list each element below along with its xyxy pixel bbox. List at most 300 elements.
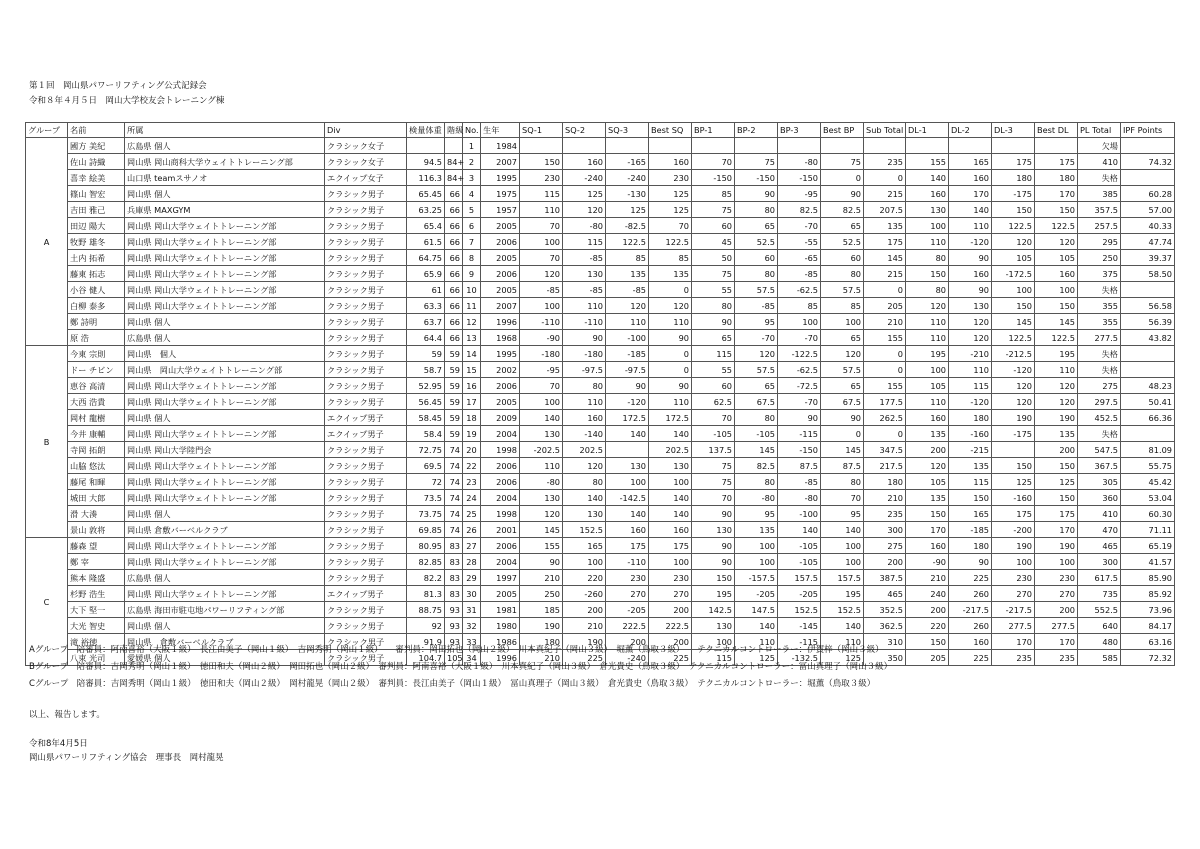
table-row bbox=[26, 186, 1175, 202]
table-cell: クラシック男子 bbox=[325, 474, 407, 490]
column-header: PL Total bbox=[1078, 123, 1121, 138]
table-cell: 93 bbox=[445, 634, 463, 650]
table-cell: クラシック男子 bbox=[325, 202, 407, 218]
table-cell: 65 bbox=[735, 378, 778, 394]
table-cell: 585 bbox=[1078, 650, 1121, 666]
column-header: Best BP bbox=[821, 123, 864, 138]
table-row bbox=[26, 138, 1175, 154]
table-cell: 61 bbox=[407, 282, 445, 298]
table-cell: -165 bbox=[606, 154, 649, 170]
table-cell: 305 bbox=[1078, 474, 1121, 490]
lifter-name: 吉田 雅己 bbox=[68, 202, 125, 218]
table-cell: クラシック男子 bbox=[325, 394, 407, 410]
table-cell: 2 bbox=[463, 154, 481, 170]
table-cell: 100 bbox=[520, 394, 563, 410]
table-cell: 110 bbox=[563, 394, 606, 410]
table-cell: 277.5 bbox=[1078, 330, 1121, 346]
table-cell: 120 bbox=[563, 458, 606, 474]
table-cell: 63.7 bbox=[407, 314, 445, 330]
table-cell: 120 bbox=[1035, 378, 1078, 394]
column-header: Best SQ bbox=[649, 123, 692, 138]
table-cell: 90 bbox=[520, 554, 563, 570]
lifter-name: 牧野 雄冬 bbox=[68, 234, 125, 250]
table-cell: 90 bbox=[649, 378, 692, 394]
table-cell: 230 bbox=[1035, 570, 1078, 586]
table-cell: 63.25 bbox=[407, 202, 445, 218]
table-cell: 150 bbox=[992, 202, 1035, 218]
table-cell: 220 bbox=[906, 618, 949, 634]
lifter-name: 原 浩 bbox=[68, 330, 125, 346]
table-cell: -85 bbox=[778, 474, 821, 490]
table-cell: -185 bbox=[606, 346, 649, 362]
column-header: Best DL bbox=[1035, 123, 1078, 138]
table-cell: 465 bbox=[1078, 538, 1121, 554]
officials-group-a: Aグループ 陪審員：阿南喜裕（大阪１級） 長江由美子（岡山１級） 吉岡秀明（岡山１級） 審判員：岡田拓也（岡山２級） 川本真紀子（岡山３級） 堀薫（鳥取３級） テクニカルコントローラー：伊賀梓（岡山３級） bbox=[29, 645, 884, 655]
table-cell: 120 bbox=[992, 234, 1035, 250]
table-cell: -70 bbox=[778, 218, 821, 234]
table-cell: 3 bbox=[463, 170, 481, 186]
table-cell: -110 bbox=[606, 554, 649, 570]
table-cell: -70 bbox=[778, 394, 821, 410]
table-cell: 277.5 bbox=[992, 618, 1035, 634]
table-cell: 57.5 bbox=[821, 282, 864, 298]
affiliation: 岡山県 個人 bbox=[125, 618, 325, 634]
table-cell: -120 bbox=[992, 362, 1035, 378]
table-cell: 0 bbox=[864, 170, 906, 186]
table-cell: 122.5 bbox=[992, 330, 1035, 346]
table-cell: 100 bbox=[1035, 282, 1078, 298]
table-cell: 115 bbox=[692, 650, 735, 666]
table-cell: 200 bbox=[563, 602, 606, 618]
table-cell: 1968 bbox=[481, 330, 520, 346]
table-cell: クラシック男子 bbox=[325, 218, 407, 234]
table-cell: -142.5 bbox=[606, 490, 649, 506]
table-cell: -105 bbox=[692, 426, 735, 442]
affiliation: 広島県 個人 bbox=[125, 330, 325, 346]
table-cell: 63.16 bbox=[1121, 634, 1175, 650]
table-cell: 300 bbox=[1078, 554, 1121, 570]
table-cell: 83 bbox=[445, 554, 463, 570]
table-row bbox=[26, 314, 1175, 330]
table-cell: 110 bbox=[649, 314, 692, 330]
table-cell: 83 bbox=[445, 538, 463, 554]
table-cell: 110 bbox=[520, 458, 563, 474]
table-cell: -122.5 bbox=[778, 346, 821, 362]
table-row bbox=[26, 522, 1175, 538]
table-cell: 29 bbox=[463, 570, 481, 586]
table-cell: 100 bbox=[906, 218, 949, 234]
table-cell: 81.09 bbox=[1121, 442, 1175, 458]
table-cell: 100 bbox=[649, 474, 692, 490]
table-cell: 100 bbox=[1035, 554, 1078, 570]
table-cell: -80 bbox=[778, 154, 821, 170]
table-cell: 195 bbox=[692, 586, 735, 602]
affiliation: 愛媛県 個人 bbox=[125, 650, 325, 666]
table-cell: 120 bbox=[649, 298, 692, 314]
table-cell: 617.5 bbox=[1078, 570, 1121, 586]
table-cell bbox=[1121, 138, 1175, 154]
table-cell: 60 bbox=[735, 250, 778, 266]
table-cell: 66 bbox=[445, 266, 463, 282]
table-cell: 88.75 bbox=[407, 602, 445, 618]
table-cell: 175 bbox=[606, 538, 649, 554]
table-cell: 2005 bbox=[481, 250, 520, 266]
column-header: SQ-2 bbox=[563, 123, 606, 138]
table-cell: 2004 bbox=[481, 490, 520, 506]
table-row bbox=[26, 554, 1175, 570]
table-cell: 122.5 bbox=[649, 234, 692, 250]
table-cell: 140 bbox=[563, 490, 606, 506]
table-cell: 90 bbox=[735, 186, 778, 202]
table-cell: 95 bbox=[735, 506, 778, 522]
table-cell: 65 bbox=[735, 218, 778, 234]
table-cell: 65.9 bbox=[407, 266, 445, 282]
column-header: 生年 bbox=[481, 123, 520, 138]
affiliation: 岡山県 岡山商科大学ウェイトトレーニング部 bbox=[125, 154, 325, 170]
affiliation: 広島県 海田市駐屯地パワーリフティング部 bbox=[125, 602, 325, 618]
table-cell: 2005 bbox=[481, 282, 520, 298]
table-cell: 73.96 bbox=[1121, 602, 1175, 618]
table-cell: 53.04 bbox=[1121, 490, 1175, 506]
table-cell bbox=[992, 138, 1035, 154]
table-cell: 45.42 bbox=[1121, 474, 1175, 490]
table-cell: 130 bbox=[606, 458, 649, 474]
table-cell: クラシック男子 bbox=[325, 378, 407, 394]
results-table bbox=[25, 122, 1175, 666]
table-cell: 失格 bbox=[1078, 426, 1121, 442]
table-cell: 352.5 bbox=[864, 602, 906, 618]
table-cell: 115 bbox=[949, 378, 992, 394]
table-cell: 失格 bbox=[1078, 282, 1121, 298]
lifter-name: 大光 智史 bbox=[68, 618, 125, 634]
table-cell: 57.5 bbox=[735, 282, 778, 298]
lifter-name: 熊本 隆盛 bbox=[68, 570, 125, 586]
table-cell: 95 bbox=[821, 506, 864, 522]
table-cell: 235 bbox=[992, 650, 1035, 666]
table-cell: 200 bbox=[606, 634, 649, 650]
table-cell: 69.5 bbox=[407, 458, 445, 474]
table-cell: 85 bbox=[649, 250, 692, 266]
table-cell: 150 bbox=[992, 458, 1035, 474]
table-cell: 260 bbox=[949, 618, 992, 634]
table-cell: 152.5 bbox=[563, 522, 606, 538]
report-closing: 以上、報告します。 bbox=[29, 710, 105, 720]
table-cell: 195 bbox=[906, 346, 949, 362]
table-cell: 66.36 bbox=[1121, 410, 1175, 426]
table-cell: 69.85 bbox=[407, 522, 445, 538]
table-cell: 95 bbox=[735, 314, 778, 330]
column-header: Div bbox=[325, 123, 407, 138]
table-row bbox=[26, 282, 1175, 298]
table-cell: 160 bbox=[649, 522, 692, 538]
table-cell: 失格 bbox=[1078, 170, 1121, 186]
table-cell: 2004 bbox=[481, 554, 520, 570]
affiliation: 岡山県 個人 bbox=[125, 346, 325, 362]
table-cell: 82.5 bbox=[735, 458, 778, 474]
table-cell: -210 bbox=[949, 346, 992, 362]
table-cell: -180 bbox=[563, 346, 606, 362]
table-cell: 145 bbox=[735, 442, 778, 458]
table-cell: 110 bbox=[906, 394, 949, 410]
table-cell: 160 bbox=[906, 186, 949, 202]
table-cell: 145 bbox=[992, 314, 1035, 330]
table-cell: 200 bbox=[649, 602, 692, 618]
table-row bbox=[26, 538, 1175, 554]
table-cell: 262.5 bbox=[864, 410, 906, 426]
table-cell: 275 bbox=[864, 538, 906, 554]
table-cell: 1995 bbox=[481, 346, 520, 362]
table-cell: -172.5 bbox=[992, 266, 1035, 282]
table-cell: -150 bbox=[735, 170, 778, 186]
affiliation: 岡山県 岡山大学ウェイトトレーニング部 bbox=[125, 218, 325, 234]
table-cell: 100 bbox=[520, 298, 563, 314]
table-row bbox=[26, 170, 1175, 186]
table-cell: 145 bbox=[864, 250, 906, 266]
table-cell: 387.5 bbox=[864, 570, 906, 586]
table-cell: 74 bbox=[445, 522, 463, 538]
table-cell: 7 bbox=[463, 234, 481, 250]
table-cell: -120 bbox=[606, 394, 649, 410]
table-cell: エクイップ女子 bbox=[325, 170, 407, 186]
table-cell: 202.5 bbox=[649, 442, 692, 458]
table-cell: 1996 bbox=[481, 650, 520, 666]
table-cell: 120 bbox=[821, 346, 864, 362]
table-cell: 100 bbox=[520, 234, 563, 250]
table-cell: 12 bbox=[463, 314, 481, 330]
table-cell: 2006 bbox=[481, 234, 520, 250]
table-cell: 82.85 bbox=[407, 554, 445, 570]
table-cell: 135 bbox=[1035, 426, 1078, 442]
table-cell: 735 bbox=[1078, 586, 1121, 602]
table-cell bbox=[1121, 346, 1175, 362]
table-row bbox=[26, 266, 1175, 282]
table-cell: 57.5 bbox=[821, 362, 864, 378]
table-cell: 58.50 bbox=[1121, 266, 1175, 282]
table-cell: 82.5 bbox=[778, 202, 821, 218]
table-cell: 110 bbox=[1035, 362, 1078, 378]
table-cell: 175 bbox=[649, 538, 692, 554]
table-cell: 1998 bbox=[481, 442, 520, 458]
table-cell: 230 bbox=[649, 170, 692, 186]
table-cell: 80 bbox=[735, 410, 778, 426]
table-cell: 50 bbox=[692, 250, 735, 266]
table-cell: 52.95 bbox=[407, 378, 445, 394]
table-cell: 100 bbox=[735, 554, 778, 570]
table-cell: -160 bbox=[949, 426, 992, 442]
column-header: 所属 bbox=[125, 123, 325, 138]
table-cell: -115 bbox=[778, 634, 821, 650]
table-cell: 40.33 bbox=[1121, 218, 1175, 234]
table-cell: 5 bbox=[463, 202, 481, 218]
table-cell: 70 bbox=[649, 218, 692, 234]
table-cell: 122.5 bbox=[1035, 218, 1078, 234]
table-cell: -217.5 bbox=[949, 602, 992, 618]
table-cell: 410 bbox=[1078, 506, 1121, 522]
table-cell: -80 bbox=[778, 490, 821, 506]
table-cell: 82.5 bbox=[821, 202, 864, 218]
column-header: BP-1 bbox=[692, 123, 735, 138]
affiliation: 岡山県 倉敷バーベルクラブ bbox=[125, 522, 325, 538]
table-cell: 225 bbox=[949, 570, 992, 586]
table-cell: 150 bbox=[906, 266, 949, 282]
table-cell: 105 bbox=[906, 378, 949, 394]
table-cell: 175 bbox=[992, 154, 1035, 170]
table-cell: 142.5 bbox=[692, 602, 735, 618]
table-cell: 90 bbox=[949, 282, 992, 298]
table-cell: 130 bbox=[520, 426, 563, 442]
table-cell: 140 bbox=[906, 170, 949, 186]
table-cell: 145 bbox=[520, 522, 563, 538]
table-cell: -217.5 bbox=[992, 602, 1035, 618]
table-cell: 125 bbox=[821, 650, 864, 666]
table-cell: 70 bbox=[520, 250, 563, 266]
table-cell: クラシック男子 bbox=[325, 522, 407, 538]
table-cell: 190 bbox=[992, 410, 1035, 426]
table-cell: 140 bbox=[949, 202, 992, 218]
table-cell: 210 bbox=[864, 314, 906, 330]
column-header: グループ bbox=[26, 123, 68, 138]
table-cell: 170 bbox=[949, 186, 992, 202]
lifter-name: 鄭 宰 bbox=[68, 554, 125, 570]
table-cell: -80 bbox=[563, 218, 606, 234]
table-cell: クラシック男子 bbox=[325, 554, 407, 570]
table-cell: 19 bbox=[463, 426, 481, 442]
table-cell: 250 bbox=[1078, 250, 1121, 266]
table-cell: 257.5 bbox=[1078, 218, 1121, 234]
table-cell: 160 bbox=[563, 154, 606, 170]
table-cell: 180 bbox=[520, 634, 563, 650]
table-cell: 1 bbox=[463, 138, 481, 154]
table-cell: -70 bbox=[735, 330, 778, 346]
table-cell: 135 bbox=[735, 522, 778, 538]
table-cell: 190 bbox=[992, 538, 1035, 554]
table-cell: 195 bbox=[1035, 346, 1078, 362]
table-cell: 230 bbox=[649, 570, 692, 586]
lifter-name: 大下 堅一 bbox=[68, 602, 125, 618]
table-cell: 80 bbox=[692, 298, 735, 314]
table-cell: 59 bbox=[445, 410, 463, 426]
table-cell: -65 bbox=[778, 250, 821, 266]
table-cell: 74.32 bbox=[1121, 154, 1175, 170]
table-cell: -80 bbox=[520, 474, 563, 490]
table-cell: -140 bbox=[563, 426, 606, 442]
table-cell: 90 bbox=[778, 410, 821, 426]
table-cell: 367.5 bbox=[1078, 458, 1121, 474]
table-cell: クラシック男子 bbox=[325, 330, 407, 346]
table-cell: -115 bbox=[778, 426, 821, 442]
table-cell: -202.5 bbox=[520, 442, 563, 458]
table-cell: 140 bbox=[821, 522, 864, 538]
table-cell: 175 bbox=[1035, 154, 1078, 170]
table-cell: 84+ bbox=[445, 154, 463, 170]
lifter-name: 景山 敦将 bbox=[68, 522, 125, 538]
lifter-name: 大西 浩貴 bbox=[68, 394, 125, 410]
table-cell bbox=[407, 138, 445, 154]
column-header: Sub Total bbox=[864, 123, 906, 138]
table-cell: 41.57 bbox=[1121, 554, 1175, 570]
table-cell: 122.5 bbox=[606, 234, 649, 250]
table-cell: 170 bbox=[1035, 634, 1078, 650]
table-cell bbox=[520, 138, 563, 154]
table-cell: 110 bbox=[520, 202, 563, 218]
table-cell: -175 bbox=[992, 186, 1035, 202]
table-cell: 385 bbox=[1078, 186, 1121, 202]
table-cell: 80 bbox=[563, 378, 606, 394]
table-cell: 110 bbox=[649, 394, 692, 410]
table-cell: -130 bbox=[606, 186, 649, 202]
column-header: DL-3 bbox=[992, 123, 1035, 138]
table-cell: 360 bbox=[1078, 490, 1121, 506]
table-cell: 1980 bbox=[481, 618, 520, 634]
affiliation: 岡山県 岡山大学ウェイトトレーニング部 bbox=[125, 282, 325, 298]
table-cell: 225 bbox=[649, 650, 692, 666]
table-cell: 59 bbox=[445, 394, 463, 410]
table-cell: 64.4 bbox=[407, 330, 445, 346]
table-cell: 43.82 bbox=[1121, 330, 1175, 346]
table-cell: 85 bbox=[606, 250, 649, 266]
table-cell: 2004 bbox=[481, 426, 520, 442]
table-cell: 11 bbox=[463, 298, 481, 314]
table-cell: -97.5 bbox=[563, 362, 606, 378]
table-cell: 20 bbox=[463, 442, 481, 458]
table-cell: 552.5 bbox=[1078, 602, 1121, 618]
table-cell: 140 bbox=[778, 522, 821, 538]
group-label: C bbox=[26, 538, 68, 666]
lifter-name: 鄭 詩明 bbox=[68, 314, 125, 330]
column-header: SQ-1 bbox=[520, 123, 563, 138]
table-cell: -150 bbox=[692, 170, 735, 186]
affiliation: 岡山県 岡山大学ウェイトトレーニング部 bbox=[125, 362, 325, 378]
table-cell: 57.5 bbox=[735, 362, 778, 378]
table-cell: 失格 bbox=[1078, 362, 1121, 378]
table-cell: 135 bbox=[906, 426, 949, 442]
table-cell: 150 bbox=[520, 154, 563, 170]
table-cell: 130 bbox=[563, 506, 606, 522]
table-cell: エクイップ男子 bbox=[325, 426, 407, 442]
table-cell: エクイップ男子 bbox=[325, 410, 407, 426]
table-cell: 157.5 bbox=[778, 570, 821, 586]
lifter-name: 土内 拓希 bbox=[68, 250, 125, 266]
table-cell: 250 bbox=[520, 586, 563, 602]
table-row bbox=[26, 394, 1175, 410]
table-cell: 120 bbox=[520, 506, 563, 522]
affiliation: 広島県 個人 bbox=[125, 138, 325, 154]
table-cell: 75 bbox=[821, 154, 864, 170]
table-cell: 105 bbox=[445, 650, 463, 666]
table-cell: 110 bbox=[906, 314, 949, 330]
table-cell: 100 bbox=[992, 554, 1035, 570]
column-header: IPF Points bbox=[1121, 123, 1175, 138]
table-cell: 355 bbox=[1078, 298, 1121, 314]
table-cell: 80 bbox=[735, 266, 778, 282]
table-cell: クラシック男子 bbox=[325, 634, 407, 650]
table-cell: 120 bbox=[1035, 394, 1078, 410]
table-cell: 0 bbox=[649, 362, 692, 378]
table-cell: 65 bbox=[692, 330, 735, 346]
affiliation: 岡山県 岡山大学ウェイトトレーニング部 bbox=[125, 298, 325, 314]
table-cell: -82.5 bbox=[606, 218, 649, 234]
table-cell: 59 bbox=[445, 426, 463, 442]
table-cell: 2002 bbox=[481, 362, 520, 378]
table-cell: 355 bbox=[1078, 314, 1121, 330]
table-cell: 0 bbox=[649, 346, 692, 362]
table-cell: 110 bbox=[821, 634, 864, 650]
table-cell: 140 bbox=[606, 426, 649, 442]
table-cell: 30 bbox=[463, 586, 481, 602]
table-cell: 215 bbox=[864, 186, 906, 202]
table-cell: 210 bbox=[906, 570, 949, 586]
table-cell: 200 bbox=[649, 634, 692, 650]
